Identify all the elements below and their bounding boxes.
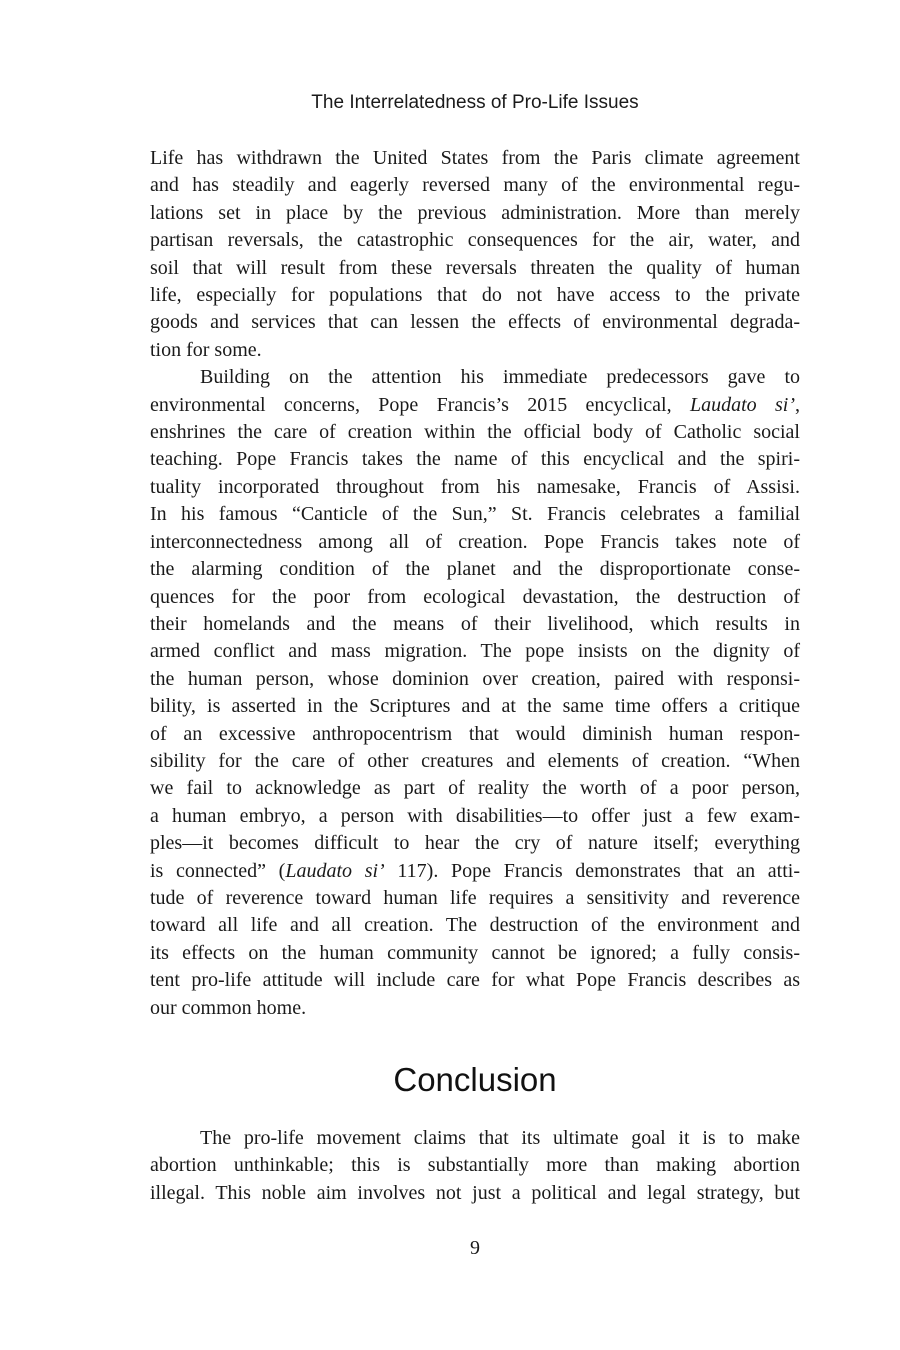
text-line: ples—it becomes difficult to hear the cry of nature itself; everything: [150, 832, 800, 855]
text-line: In his famous “Canticle of the Sun,” St. Francis celebrates a familial: [150, 503, 800, 526]
text-line: toward all life and all creation. The destruction of the environment and: [150, 914, 800, 937]
text-line: our common home.: [150, 996, 307, 1019]
page-number: 9: [470, 1237, 480, 1259]
text-line: tion for some.: [150, 338, 262, 361]
text-line: bility, is asserted in the Scriptures and at the same time offers a critique: [150, 695, 800, 718]
text-line: tent pro-life attitude will include care for what Pope Francis describes as: [150, 969, 800, 992]
paragraph-1: [150, 145, 800, 364]
section-heading-conclusion: Conclusion: [393, 1061, 557, 1098]
text-line: soil that will result from these reversals threaten the quality of human: [150, 256, 800, 279]
text-line: lations set in place by the previous administration. More than merely: [150, 201, 800, 224]
text-line: Life has withdrawn the United States from the Paris climate agreement: [150, 147, 800, 169]
text-line: the human person, whose dominion over creation, paired with responsi-: [150, 667, 800, 690]
text-line: tuality incorporated throughout from his namesake, Francis of Assisi.: [150, 475, 800, 498]
text-line: life, especially for populations that do not have access to the private: [150, 284, 800, 307]
paragraph-2: [150, 364, 800, 1022]
text-line: goods and services that can lessen the effects of environmental degrada-: [150, 311, 800, 334]
text-line: sibility for the care of other creatures and elements of creation. “When: [150, 749, 800, 772]
text-line: and has steadily and eagerly reversed many of the environmental regu-: [150, 174, 800, 197]
text-line: abortion unthinkable; this is substantially more than making abortion: [150, 1154, 800, 1177]
text-line: we fail to acknowledge as part of reality the worth of a poor person,: [150, 777, 800, 800]
text-line: partisan reversals, the catastrophic consequences for the air, water, and: [150, 229, 800, 252]
text-line: tude of reverence toward human life requires a sensitivity and reverence: [150, 886, 800, 909]
text-line: Building on the attention his immediate predecessors gave to: [200, 366, 800, 389]
text-line: illegal. This noble aim involves not just a political and legal strategy, but: [150, 1181, 800, 1204]
italic-title: Laudato si’: [689, 393, 795, 416]
text-line: its effects on the human community cannot be ignored; a fully consis-: [150, 941, 800, 964]
text-line: interconnectedness among all of creation. Pope Francis takes note of: [150, 530, 800, 553]
body-text-conclusion: [150, 1125, 800, 1207]
running-head: The Interrelatedness of Pro-Life Issues: [311, 92, 639, 113]
text-line: teaching. Pope Francis takes the name of this encyclical and the spiri-: [150, 448, 800, 471]
text-line: quences for the poor from ecological devastation, the destruction of: [150, 585, 800, 608]
text-line: environmental concerns, Pope Francis’s 2015 encyclical, Laudato si’,: [150, 393, 800, 416]
text-line: the alarming condition of the planet and the disproportionate conse-: [150, 558, 800, 581]
text-line: enshrines the care of creation within the official body of Catholic social: [150, 421, 800, 444]
text-line: is connected” (Laudato si’ 117). Pope Francis demonstrates that an atti-: [150, 859, 800, 882]
text-line: their homelands and the means of their livelihood, which results in: [150, 612, 800, 635]
body-text-top: [150, 145, 800, 1022]
text-line: of an excessive anthropocentrism that would diminish human respon-: [150, 722, 800, 745]
italic-title: Laudato si’: [285, 859, 385, 882]
text-line: a human embryo, a person with disabilities—to offer just a few exam-: [150, 804, 800, 827]
text-line: The pro-life movement claims that its ultimate goal it is to make: [200, 1127, 800, 1149]
text-line: armed conflict and mass migration. The pope insists on the dignity of: [150, 640, 800, 663]
